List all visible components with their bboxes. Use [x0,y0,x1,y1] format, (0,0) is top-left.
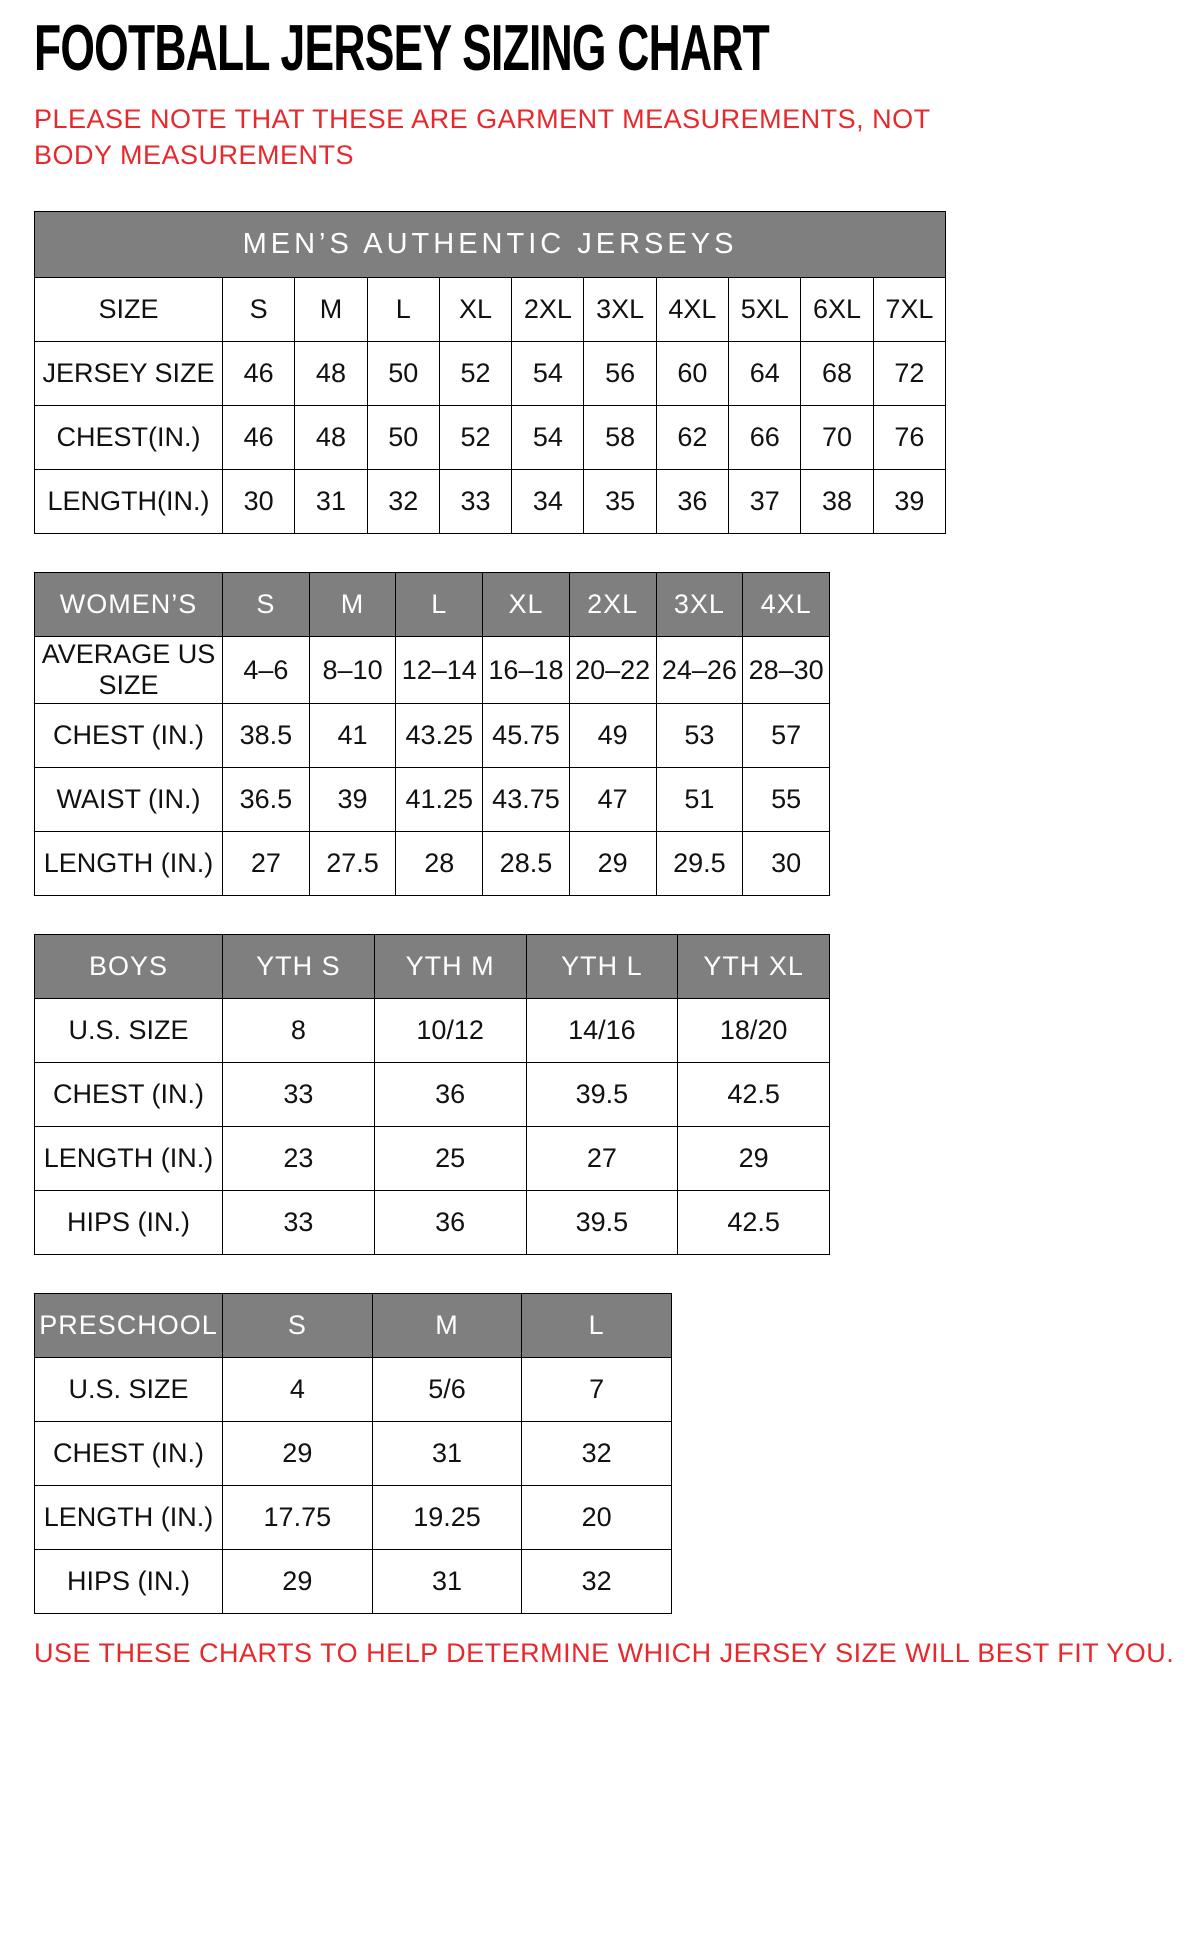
row-label: CHEST(IN.) [35,406,223,470]
preschool-header-row [35,1294,672,1358]
value-cell: 70 [801,406,873,470]
value-cell: 30 [223,470,295,534]
mens-size-column-header: 2XL [512,278,584,342]
mens-size-column-header: 6XL [801,278,873,342]
value-cell: 36 [656,470,728,534]
row-label: CHEST (IN.) [35,704,223,768]
value-cell: 32 [522,1422,672,1486]
preschool-size-column-header: M [372,1294,522,1358]
value-cell: 16–18 [483,637,570,704]
row-label: U.S. SIZE [35,999,223,1063]
value-cell: 8 [223,999,375,1063]
value-cell: 20 [522,1486,672,1550]
fit-advice-note: USE THESE CHARTS TO HELP DETERMINE WHICH JERSEY SIZE WILL BEST FIT YOU. [34,1638,1175,1669]
mens-sizing-table [34,211,946,534]
mens-size-column-header: L [367,278,439,342]
boys-size-column-header: YTH S [223,935,375,999]
value-cell: 72 [873,342,945,406]
boys-size-column-header: YTH L [526,935,678,999]
table-row [35,1063,830,1127]
garment-measurements-note: PLEASE NOTE THAT THESE ARE GARMENT MEASUREMENTS, NOT BODY MEASUREMENTS [34,104,931,170]
value-cell: 47 [569,768,656,832]
row-label: AVERAGE US SIZE [35,637,223,704]
value-cell: 24–26 [656,637,743,704]
boys-size-column-header: YTH M [374,935,526,999]
table-row [35,1550,672,1614]
womens-size-column-header: 4XL [743,573,830,637]
value-cell: 10/12 [374,999,526,1063]
row-label: LENGTH (IN.) [35,1127,223,1191]
value-cell: 18/20 [678,999,830,1063]
value-cell: 43.75 [483,768,570,832]
boys-sizing-table [34,934,830,1255]
table-row [35,406,946,470]
row-label: CHEST (IN.) [35,1422,223,1486]
value-cell: 4–6 [223,637,310,704]
value-cell: 64 [729,342,801,406]
value-cell: 42.5 [678,1063,830,1127]
row-label: LENGTH (IN.) [35,1486,223,1550]
value-cell: 7 [522,1358,672,1422]
table-row [35,470,946,534]
value-cell: 33 [439,470,511,534]
mens-size-column-header: 7XL [873,278,945,342]
value-cell: 62 [656,406,728,470]
mens-size-column-header: M [295,278,367,342]
table-row [35,704,830,768]
value-cell: 39.5 [526,1191,678,1255]
womens-size-column-header: 2XL [569,573,656,637]
value-cell: 50 [367,342,439,406]
value-cell: 36 [374,1063,526,1127]
value-cell: 36 [374,1191,526,1255]
value-cell: 41 [309,704,396,768]
value-cell: 46 [223,406,295,470]
value-cell: 50 [367,406,439,470]
table-row [35,832,830,896]
value-cell: 49 [569,704,656,768]
value-cell: 42.5 [678,1191,830,1255]
value-cell: 5/6 [372,1358,522,1422]
row-label: HIPS (IN.) [35,1191,223,1255]
value-cell: 29 [569,832,656,896]
value-cell: 54 [512,342,584,406]
value-cell: 52 [439,406,511,470]
value-cell: 46 [223,342,295,406]
womens-size-column-header: S [223,573,310,637]
womens-sizing-table [34,572,830,896]
value-cell: 27.5 [309,832,396,896]
value-cell: 41.25 [396,768,483,832]
value-cell: 39 [309,768,396,832]
row-label: HIPS (IN.) [35,1550,223,1614]
value-cell: 28 [396,832,483,896]
womens-size-column-header: 3XL [656,573,743,637]
mens-size-column-header: XL [439,278,511,342]
value-cell: 34 [512,470,584,534]
mens-size-column-header: 3XL [584,278,656,342]
value-cell: 58 [584,406,656,470]
value-cell: 54 [512,406,584,470]
value-cell: 12–14 [396,637,483,704]
value-cell: 14/16 [526,999,678,1063]
womens-header-row [35,573,830,637]
table-row [35,999,830,1063]
table-row [35,1422,672,1486]
value-cell: 32 [522,1550,672,1614]
value-cell: 43.25 [396,704,483,768]
table-row [35,342,946,406]
value-cell: 57 [743,704,830,768]
value-cell: 33 [223,1191,375,1255]
value-cell: 36.5 [223,768,310,832]
row-label: WAIST (IN.) [35,768,223,832]
value-cell: 35 [584,470,656,534]
value-cell: 25 [374,1127,526,1191]
preschool-size-column-header: S [223,1294,373,1358]
table-row [35,1486,672,1550]
preschool-header-label: PRESCHOOL [35,1294,223,1358]
value-cell: 55 [743,768,830,832]
table-row [35,1358,672,1422]
value-cell: 37 [729,470,801,534]
value-cell: 51 [656,768,743,832]
value-cell: 17.75 [223,1486,373,1550]
boys-size-column-header: YTH XL [678,935,830,999]
boys-header-label: BOYS [35,935,223,999]
value-cell: 68 [801,342,873,406]
womens-size-column-header: XL [483,573,570,637]
value-cell: 32 [367,470,439,534]
value-cell: 60 [656,342,728,406]
row-label: CHEST (IN.) [35,1063,223,1127]
row-label: U.S. SIZE [35,1358,223,1422]
womens-size-column-header: L [396,573,483,637]
mens-header-row [35,278,946,342]
value-cell: 48 [295,342,367,406]
value-cell: 27 [223,832,310,896]
womens-header-label: WOMEN’S [35,573,223,637]
value-cell: 33 [223,1063,375,1127]
mens-header-label: SIZE [35,278,223,342]
value-cell: 28.5 [483,832,570,896]
value-cell: 28–30 [743,637,830,704]
value-cell: 76 [873,406,945,470]
mens-banner: MEN’S AUTHENTIC JERSEYS [35,212,946,278]
value-cell: 20–22 [569,637,656,704]
value-cell: 23 [223,1127,375,1191]
value-cell: 29 [678,1127,830,1191]
tables-container [34,211,1166,1614]
row-label: LENGTH(IN.) [35,470,223,534]
value-cell: 29 [223,1550,373,1614]
boys-header-row [35,935,830,999]
value-cell: 45.75 [483,704,570,768]
row-label: LENGTH (IN.) [35,832,223,896]
mens-size-column-header: 4XL [656,278,728,342]
value-cell: 39.5 [526,1063,678,1127]
table-row [35,768,830,832]
value-cell: 31 [372,1422,522,1486]
value-cell: 29.5 [656,832,743,896]
value-cell: 19.25 [372,1486,522,1550]
value-cell: 27 [526,1127,678,1191]
value-cell: 4 [223,1358,373,1422]
table-row [35,1127,830,1191]
preschool-size-column-header: L [522,1294,672,1358]
table-row [35,637,830,704]
mens-size-column-header: S [223,278,295,342]
value-cell: 39 [873,470,945,534]
value-cell: 29 [223,1422,373,1486]
mens-size-column-header: 5XL [729,278,801,342]
value-cell: 38 [801,470,873,534]
page-title: FOOTBALL JERSEY SIZING CHART [34,11,769,85]
value-cell: 8–10 [309,637,396,704]
value-cell: 52 [439,342,511,406]
mens-banner-row [35,212,946,278]
row-label: JERSEY SIZE [35,342,223,406]
value-cell: 48 [295,406,367,470]
value-cell: 31 [372,1550,522,1614]
value-cell: 56 [584,342,656,406]
value-cell: 31 [295,470,367,534]
value-cell: 30 [743,832,830,896]
value-cell: 53 [656,704,743,768]
womens-size-column-header: M [309,573,396,637]
table-row [35,1191,830,1255]
preschool-sizing-table [34,1293,672,1614]
value-cell: 66 [729,406,801,470]
value-cell: 38.5 [223,704,310,768]
